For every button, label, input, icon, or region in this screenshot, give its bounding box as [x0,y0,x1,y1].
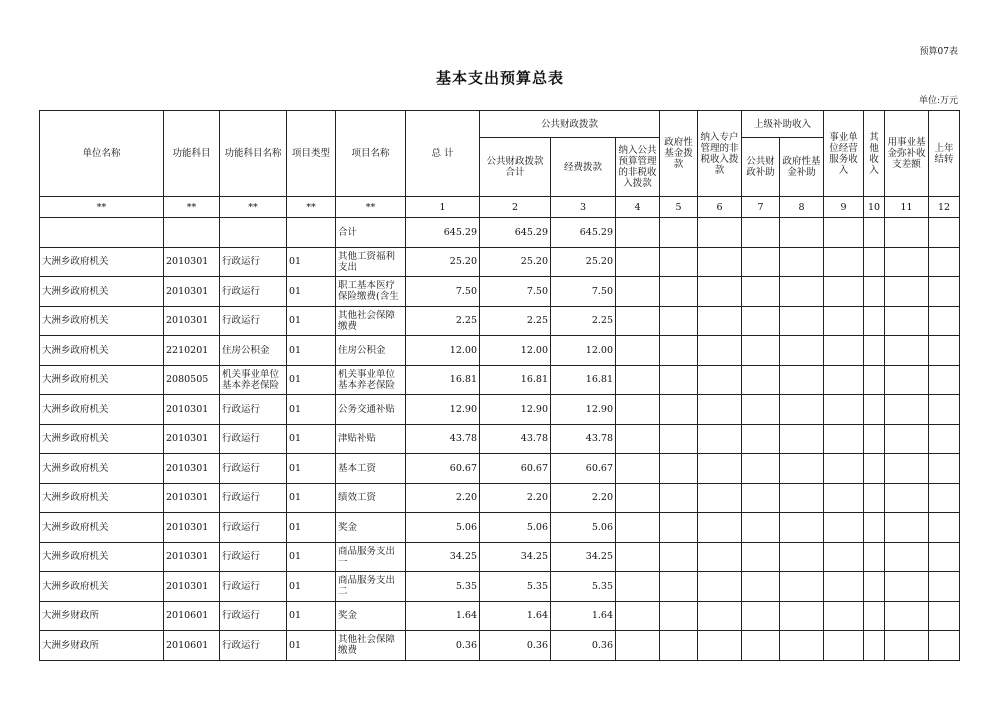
func-name-cell: 行政运行 [220,454,287,484]
empty-cell [660,601,698,631]
project-name-cell: 商品服务支出二 [336,572,406,602]
project-type-cell: 01 [287,365,336,395]
empty-cell [864,572,885,602]
empty-cell [698,601,742,631]
project-type-cell: 01 [287,247,336,277]
budget-table [39,110,960,661]
empty-cell [780,277,824,307]
unit-name-cell: 大洲乡政府机关 [40,454,164,484]
total-cell: 5.35 [406,572,480,602]
empty-cell [824,513,864,543]
empty-cell [742,306,780,336]
table-row [40,542,960,572]
empty-cell [616,513,660,543]
col-carryover: 上年结转 [929,111,960,197]
unit-name-cell: 大洲乡政府机关 [40,365,164,395]
project-name-cell: 其他工资福利支出 [336,247,406,277]
index-cell: 6 [698,197,742,218]
funding-cell: 34.25 [551,542,616,572]
func-name-cell: 行政运行 [220,424,287,454]
empty-cell [660,277,698,307]
empty-cell [616,306,660,336]
project-type-cell: 01 [287,542,336,572]
total-row [40,218,960,248]
funding-cell: 16.81 [551,365,616,395]
subtotal-cell: 12.00 [480,336,551,366]
empty-cell [616,277,660,307]
func-code-cell: 2010301 [164,424,220,454]
func-name-cell: 机关事业单位基本养老保险 [220,365,287,395]
empty-cell [885,542,929,572]
col-project-type: 项目类型 [287,111,336,197]
col-group-upper-subsidy: 上级补助收入 [742,111,824,138]
empty-cell [660,454,698,484]
table-row [40,306,960,336]
project-name-cell: 津贴补贴 [336,424,406,454]
empty-cell [616,572,660,602]
empty-cell [780,542,824,572]
empty-cell [824,483,864,513]
empty-cell [929,513,960,543]
total-cell: 60.67 [406,454,480,484]
project-type-cell: 01 [287,631,336,661]
total-cell: 2.25 [406,306,480,336]
func-name-cell: 行政运行 [220,631,287,661]
col-func-code: 功能科目 [164,111,220,197]
index-row [40,197,960,218]
empty-cell [780,513,824,543]
col-upper-public: 公共财政补助 [742,138,780,197]
empty-cell [742,483,780,513]
empty-cell [780,247,824,277]
col-upper-gov: 政府性基金补助 [780,138,824,197]
project-name-cell: 绩效工资 [336,483,406,513]
index-cell: 10 [864,197,885,218]
empty-cell [885,454,929,484]
total-cell: 16.81 [406,365,480,395]
empty-cell [824,542,864,572]
func-name-cell: 行政运行 [220,277,287,307]
empty-cell [660,395,698,425]
project-type-cell: 01 [287,277,336,307]
project-name-cell: 商品服务支出一 [336,542,406,572]
func-code-cell: 2010301 [164,513,220,543]
index-cell: ** [40,197,164,218]
subtotal-cell: 2.25 [480,306,551,336]
func-name-cell: 行政运行 [220,306,287,336]
empty-cell [742,542,780,572]
project-type-cell: 01 [287,572,336,602]
total-cell: 7.50 [406,277,480,307]
empty-cell [698,336,742,366]
empty-cell [864,483,885,513]
table-row [40,601,960,631]
empty-cell [824,247,864,277]
empty-cell [742,247,780,277]
empty-cell [864,513,885,543]
empty-cell [780,424,824,454]
index-cell: 4 [616,197,660,218]
index-cell: 9 [824,197,864,218]
funding-cell: 25.20 [551,247,616,277]
subtotal-cell: 60.67 [480,454,551,484]
subtotal-cell: 16.81 [480,365,551,395]
table-number: 预算07表 [919,47,958,57]
empty-cell [742,572,780,602]
empty-cell [616,395,660,425]
func-name-cell: 行政运行 [220,395,287,425]
func-code-cell: 2010301 [164,277,220,307]
empty-cell [824,277,864,307]
col-funding: 经费拨款 [551,138,616,197]
total-cell: 12.90 [406,395,480,425]
subtotal-cell: 25.20 [480,247,551,277]
empty-cell [780,601,824,631]
col-total: 总 计 [406,111,480,197]
empty-cell [780,336,824,366]
empty-cell [929,365,960,395]
empty-cell [885,365,929,395]
empty-cell [864,542,885,572]
empty-cell [864,306,885,336]
table-row [40,483,960,513]
empty-cell [929,631,960,661]
func-name-cell: 行政运行 [220,572,287,602]
subtotal-cell: 1.64 [480,601,551,631]
subtotal-cell: 5.35 [480,572,551,602]
project-type-cell: 01 [287,454,336,484]
empty-cell [742,395,780,425]
empty-cell [698,631,742,661]
col-group-public-fiscal: 公共财政拨款 [480,111,660,138]
empty-cell [824,395,864,425]
empty-cell [824,601,864,631]
func-code-cell: 2010301 [164,306,220,336]
funding-cell: 60.67 [551,454,616,484]
table-row [40,631,960,661]
unit-name-cell: 大洲乡财政所 [40,631,164,661]
empty-cell [742,336,780,366]
project-name-cell: 基本工资 [336,454,406,484]
empty-cell [698,542,742,572]
index-cell: 7 [742,197,780,218]
empty-cell [616,365,660,395]
empty-cell [885,483,929,513]
unit-name-cell: 大洲乡政府机关 [40,306,164,336]
project-type-cell: 01 [287,513,336,543]
empty-cell [660,365,698,395]
total-label: 合计 [336,218,406,248]
func-name-cell: 住房公积金 [220,336,287,366]
unit-label: 单位:万元 [918,96,958,106]
empty-cell [742,454,780,484]
funding-cell: 12.00 [551,336,616,366]
funding-cell: 5.06 [551,513,616,543]
funding-cell: 0.36 [551,631,616,661]
func-code-cell: 2010301 [164,395,220,425]
funding-cell: 2.25 [551,306,616,336]
table-row [40,454,960,484]
subtotal-cell: 0.36 [480,631,551,661]
total-cell: 1.64 [406,601,480,631]
project-type-cell: 01 [287,306,336,336]
subtotal-cell: 43.78 [480,424,551,454]
empty-cell [698,395,742,425]
project-type-cell: 01 [287,601,336,631]
empty-cell [616,424,660,454]
unit-name-cell: 大洲乡政府机关 [40,395,164,425]
func-code-cell: 2080505 [164,365,220,395]
project-name-cell: 公务交通补贴 [336,395,406,425]
empty-cell [929,542,960,572]
empty-cell [824,336,864,366]
empty-cell [929,601,960,631]
funding-cell: 7.50 [551,277,616,307]
index-cell: 1 [406,197,480,218]
subtotal-cell: 7.50 [480,277,551,307]
funding-cell: 2.20 [551,483,616,513]
empty-cell [742,631,780,661]
empty-cell [742,601,780,631]
empty-cell [885,395,929,425]
index-cell: 8 [780,197,824,218]
total-value: 645.29 [406,218,480,248]
index-cell: 12 [929,197,960,218]
project-name-cell: 奖金 [336,513,406,543]
subtotal-cell: 2.20 [480,483,551,513]
empty-cell [824,306,864,336]
empty-cell [885,631,929,661]
unit-name-cell: 大洲乡政府机关 [40,513,164,543]
total-cell: 2.20 [406,483,480,513]
empty-cell [698,483,742,513]
empty-cell [929,395,960,425]
project-type-cell: 01 [287,336,336,366]
col-unit-name: 单位名称 [40,111,164,197]
funding-cell: 12.90 [551,395,616,425]
subtotal-cell: 12.90 [480,395,551,425]
empty-cell [864,365,885,395]
empty-cell [780,395,824,425]
table-row [40,424,960,454]
empty-cell [698,454,742,484]
empty-cell [929,336,960,366]
empty-cell [698,247,742,277]
funding-cell: 1.64 [551,601,616,631]
empty-cell [698,424,742,454]
empty-cell [616,454,660,484]
empty-cell [929,247,960,277]
col-public-fiscal-subtotal: 公共财政拨款合计 [480,138,551,197]
empty-cell [885,306,929,336]
empty-cell [660,424,698,454]
project-name-cell: 其他社会保障缴费 [336,306,406,336]
func-name-cell: 行政运行 [220,247,287,277]
funding-cell: 43.78 [551,424,616,454]
empty-cell [864,631,885,661]
project-name-cell: 奖金 [336,601,406,631]
empty-cell [885,513,929,543]
empty-cell [660,336,698,366]
col-nontax-special: 纳入专户管理的非税收入拨款 [698,111,742,197]
func-name-cell: 行政运行 [220,601,287,631]
unit-name-cell: 大洲乡政府机关 [40,424,164,454]
empty-cell [616,247,660,277]
empty-cell [929,454,960,484]
empty-cell [616,542,660,572]
col-business-service: 事业单位经营服务收入 [824,111,864,197]
func-code-cell: 2210201 [164,336,220,366]
empty-cell [660,513,698,543]
page-title: 基本支出预算总表 [435,69,564,87]
empty-cell [660,572,698,602]
empty-cell [864,424,885,454]
total-subtotal: 645.29 [480,218,551,248]
index-cell: ** [220,197,287,218]
index-cell: ** [287,197,336,218]
empty-cell [864,247,885,277]
empty-cell [780,631,824,661]
unit-name-cell: 大洲乡政府机关 [40,483,164,513]
empty-cell [742,277,780,307]
empty-cell [660,542,698,572]
empty-cell [698,572,742,602]
col-project-name: 项目名称 [336,111,406,197]
empty-cell [660,631,698,661]
empty-cell [780,454,824,484]
func-code-cell: 2010601 [164,631,220,661]
empty-cell [616,631,660,661]
empty-cell [885,336,929,366]
table-row [40,277,960,307]
total-cell: 25.20 [406,247,480,277]
unit-name-cell: 大洲乡政府机关 [40,542,164,572]
project-type-cell: 01 [287,483,336,513]
empty-cell [780,483,824,513]
funding-cell: 5.35 [551,572,616,602]
unit-name-cell: 大洲乡政府机关 [40,247,164,277]
empty-cell [864,454,885,484]
func-code-cell: 2010301 [164,483,220,513]
empty-cell [929,424,960,454]
empty-cell [780,572,824,602]
project-type-cell: 01 [287,395,336,425]
col-gov-fund: 政府性基金拨款 [660,111,698,197]
empty-cell [929,277,960,307]
empty-cell [698,365,742,395]
func-code-cell: 2010301 [164,454,220,484]
empty-cell [824,365,864,395]
empty-cell [885,572,929,602]
empty-cell [929,483,960,513]
empty-cell [864,395,885,425]
unit-name-cell: 大洲乡政府机关 [40,277,164,307]
empty-cell [864,601,885,631]
empty-cell [885,277,929,307]
col-fund-balance: 用事业基金弥补收支差额 [885,111,929,197]
func-code-cell: 2010301 [164,572,220,602]
empty-cell [660,483,698,513]
empty-cell [824,454,864,484]
empty-cell [616,601,660,631]
total-cell: 0.36 [406,631,480,661]
func-name-cell: 行政运行 [220,542,287,572]
func-code-cell: 2010601 [164,601,220,631]
subtotal-cell: 34.25 [480,542,551,572]
table-row [40,365,960,395]
total-cell: 5.06 [406,513,480,543]
func-code-cell: 2010301 [164,542,220,572]
col-other-income: 其他收入 [864,111,885,197]
project-name-cell: 职工基本医疗保险缴费(含生 [336,277,406,307]
empty-cell [929,572,960,602]
empty-cell [742,513,780,543]
table-row [40,513,960,543]
empty-cell [885,601,929,631]
index-cell: 5 [660,197,698,218]
empty-cell [616,336,660,366]
empty-cell [929,306,960,336]
func-code-cell: 2010301 [164,247,220,277]
unit-name-cell: 大洲乡财政所 [40,601,164,631]
empty-cell [742,424,780,454]
empty-cell [698,277,742,307]
empty-cell [616,483,660,513]
index-cell: ** [336,197,406,218]
project-name-cell: 机关事业单位基本养老保险 [336,365,406,395]
empty-cell [885,424,929,454]
project-name-cell: 其他社会保障缴费 [336,631,406,661]
col-func-name: 功能科目名称 [220,111,287,197]
total-cell: 12.00 [406,336,480,366]
unit-name-cell: 大洲乡政府机关 [40,572,164,602]
empty-cell [780,306,824,336]
table-row [40,247,960,277]
func-name-cell: 行政运行 [220,513,287,543]
empty-cell [824,424,864,454]
unit-name-cell: 大洲乡政府机关 [40,336,164,366]
table-row [40,336,960,366]
index-cell: 11 [885,197,929,218]
empty-cell [698,306,742,336]
total-cell: 34.25 [406,542,480,572]
table-row [40,395,960,425]
total-cell: 43.78 [406,424,480,454]
empty-cell [864,277,885,307]
table-row [40,572,960,602]
index-cell: 2 [480,197,551,218]
empty-cell [885,247,929,277]
empty-cell [780,365,824,395]
empty-cell [660,306,698,336]
total-funding: 645.29 [551,218,616,248]
subtotal-cell: 5.06 [480,513,551,543]
empty-cell [660,247,698,277]
empty-cell [824,631,864,661]
index-cell: ** [164,197,220,218]
empty-cell [864,336,885,366]
empty-cell [742,365,780,395]
empty-cell [824,572,864,602]
col-nontax-budget: 纳入公共预算管理的非税收入拨款 [616,138,660,197]
project-type-cell: 01 [287,424,336,454]
func-name-cell: 行政运行 [220,483,287,513]
project-name-cell: 住房公积金 [336,336,406,366]
empty-cell [698,513,742,543]
index-cell: 3 [551,197,616,218]
